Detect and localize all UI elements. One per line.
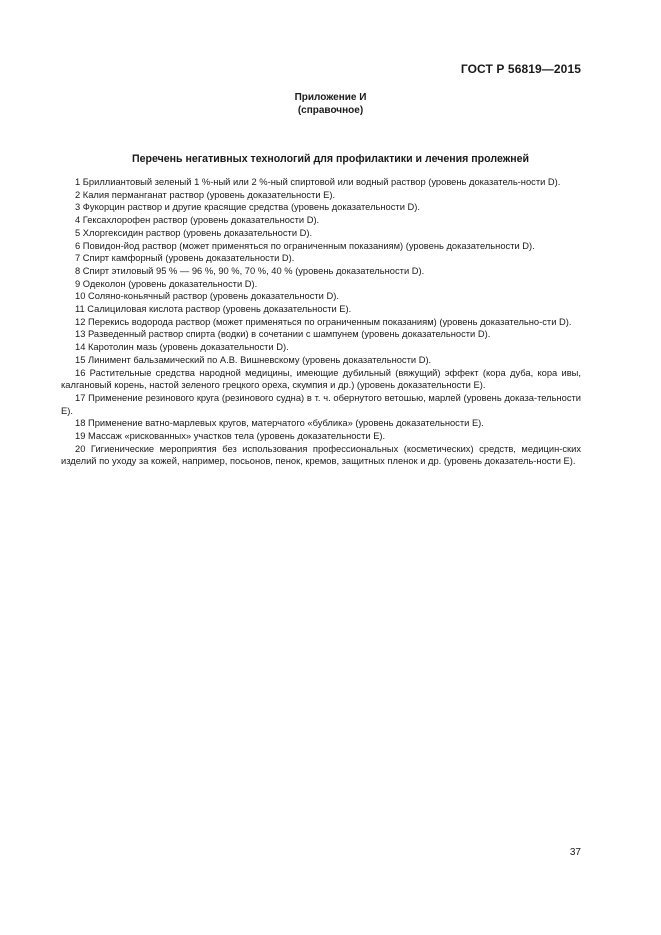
list-item: 20 Гигиенические мероприятия без использования профессиональных (косметических) средств, медицин-ских изделий по уходу за кожей, например, посьонов, пенок, кремов, защитных пленок и др. (уровень доказатель-ности Е). — [61, 443, 581, 467]
list-title: Перечень негативных технологий для профилактики и лечения пролежней — [131, 153, 530, 165]
annex-note: (справочное) — [297, 104, 364, 116]
list-item: 4 Гексахлорофен раствор (уровень доказательности D). — [75, 215, 320, 226]
list-item: 19 Массаж «рискованных» участков тела (уровень доказательности Е). — [75, 431, 386, 442]
list-item: 5 Хлоргексидин раствор (уровень доказательности D). — [75, 227, 313, 238]
list-item: 12 Перекись водорода раствор (может применяться по ограниченным показаниям) (уровень доказательно-сти D). — [75, 316, 572, 327]
negative-technologies-list — [61, 176, 581, 468]
list-item: 9 Одеколон (уровень доказательности D). — [75, 278, 258, 289]
list-item: 15 Линимент бальзамический по А.В. Вишневскому (уровень доказательности D). — [75, 354, 432, 365]
list-item: 3 Фукорцин раствор и другие красящие средства (уровень доказательности D). — [75, 202, 420, 213]
list-item: 13 Разведенный раствор спирта (водки) в сочетании с шампунем (уровень доказательности D). — [75, 329, 491, 340]
list-item: 18 Применение ватно-марлевых кругов, матерчатого «бублика» (уровень доказательности Е). — [75, 418, 484, 429]
list-item: 14 Каротолин мазь (уровень доказательности D). — [75, 342, 289, 353]
list-item: 10 Соляно-коньячный раствор (уровень доказательности D). — [75, 291, 339, 302]
page-number: 37 — [569, 847, 581, 858]
annex-heading — [0, 92, 661, 117]
annex-title: Приложение И — [294, 92, 367, 103]
document-code: ГОСТ Р 56819—2015 — [460, 62, 581, 76]
list-item: 7 Спирт камфорный (уровень доказательности D). — [75, 253, 295, 264]
list-item: 2 Калия перманганат раствор (уровень доказательности Е). — [75, 189, 336, 200]
list-item: 1 Бриллиантовый зеленый 1 %-ный или 2 %-ный спиртовой или водный раствор (уровень доказатель-ности D). — [75, 177, 561, 187]
list-item: 6 Повидон-йод раствор (может применяться по ограниченным показаниям) (уровень доказательности D). — [75, 240, 535, 251]
list-item: 8 Спирт этиловый 95 % — 96 %, 90 %, 70 %, 40 % (уровень доказательности D). — [75, 265, 425, 276]
list-item: 16 Растительные средства народной медицины, имеющие дубильный (вяжущий) эффект (кора дуба, кора ивы, калгановый корень, настой зеленого грецкого ореха, скумпия и др.) (уровень доказательности Е). — [61, 367, 581, 391]
list-item: 11 Салициловая кислота раствор (уровень доказательности Е). — [75, 304, 352, 315]
list-item: 17 Применение резинового круга (резинового судна) в т. ч. обернутого ветошью, марлей (уровень доказа-тельности Е). — [61, 392, 581, 416]
